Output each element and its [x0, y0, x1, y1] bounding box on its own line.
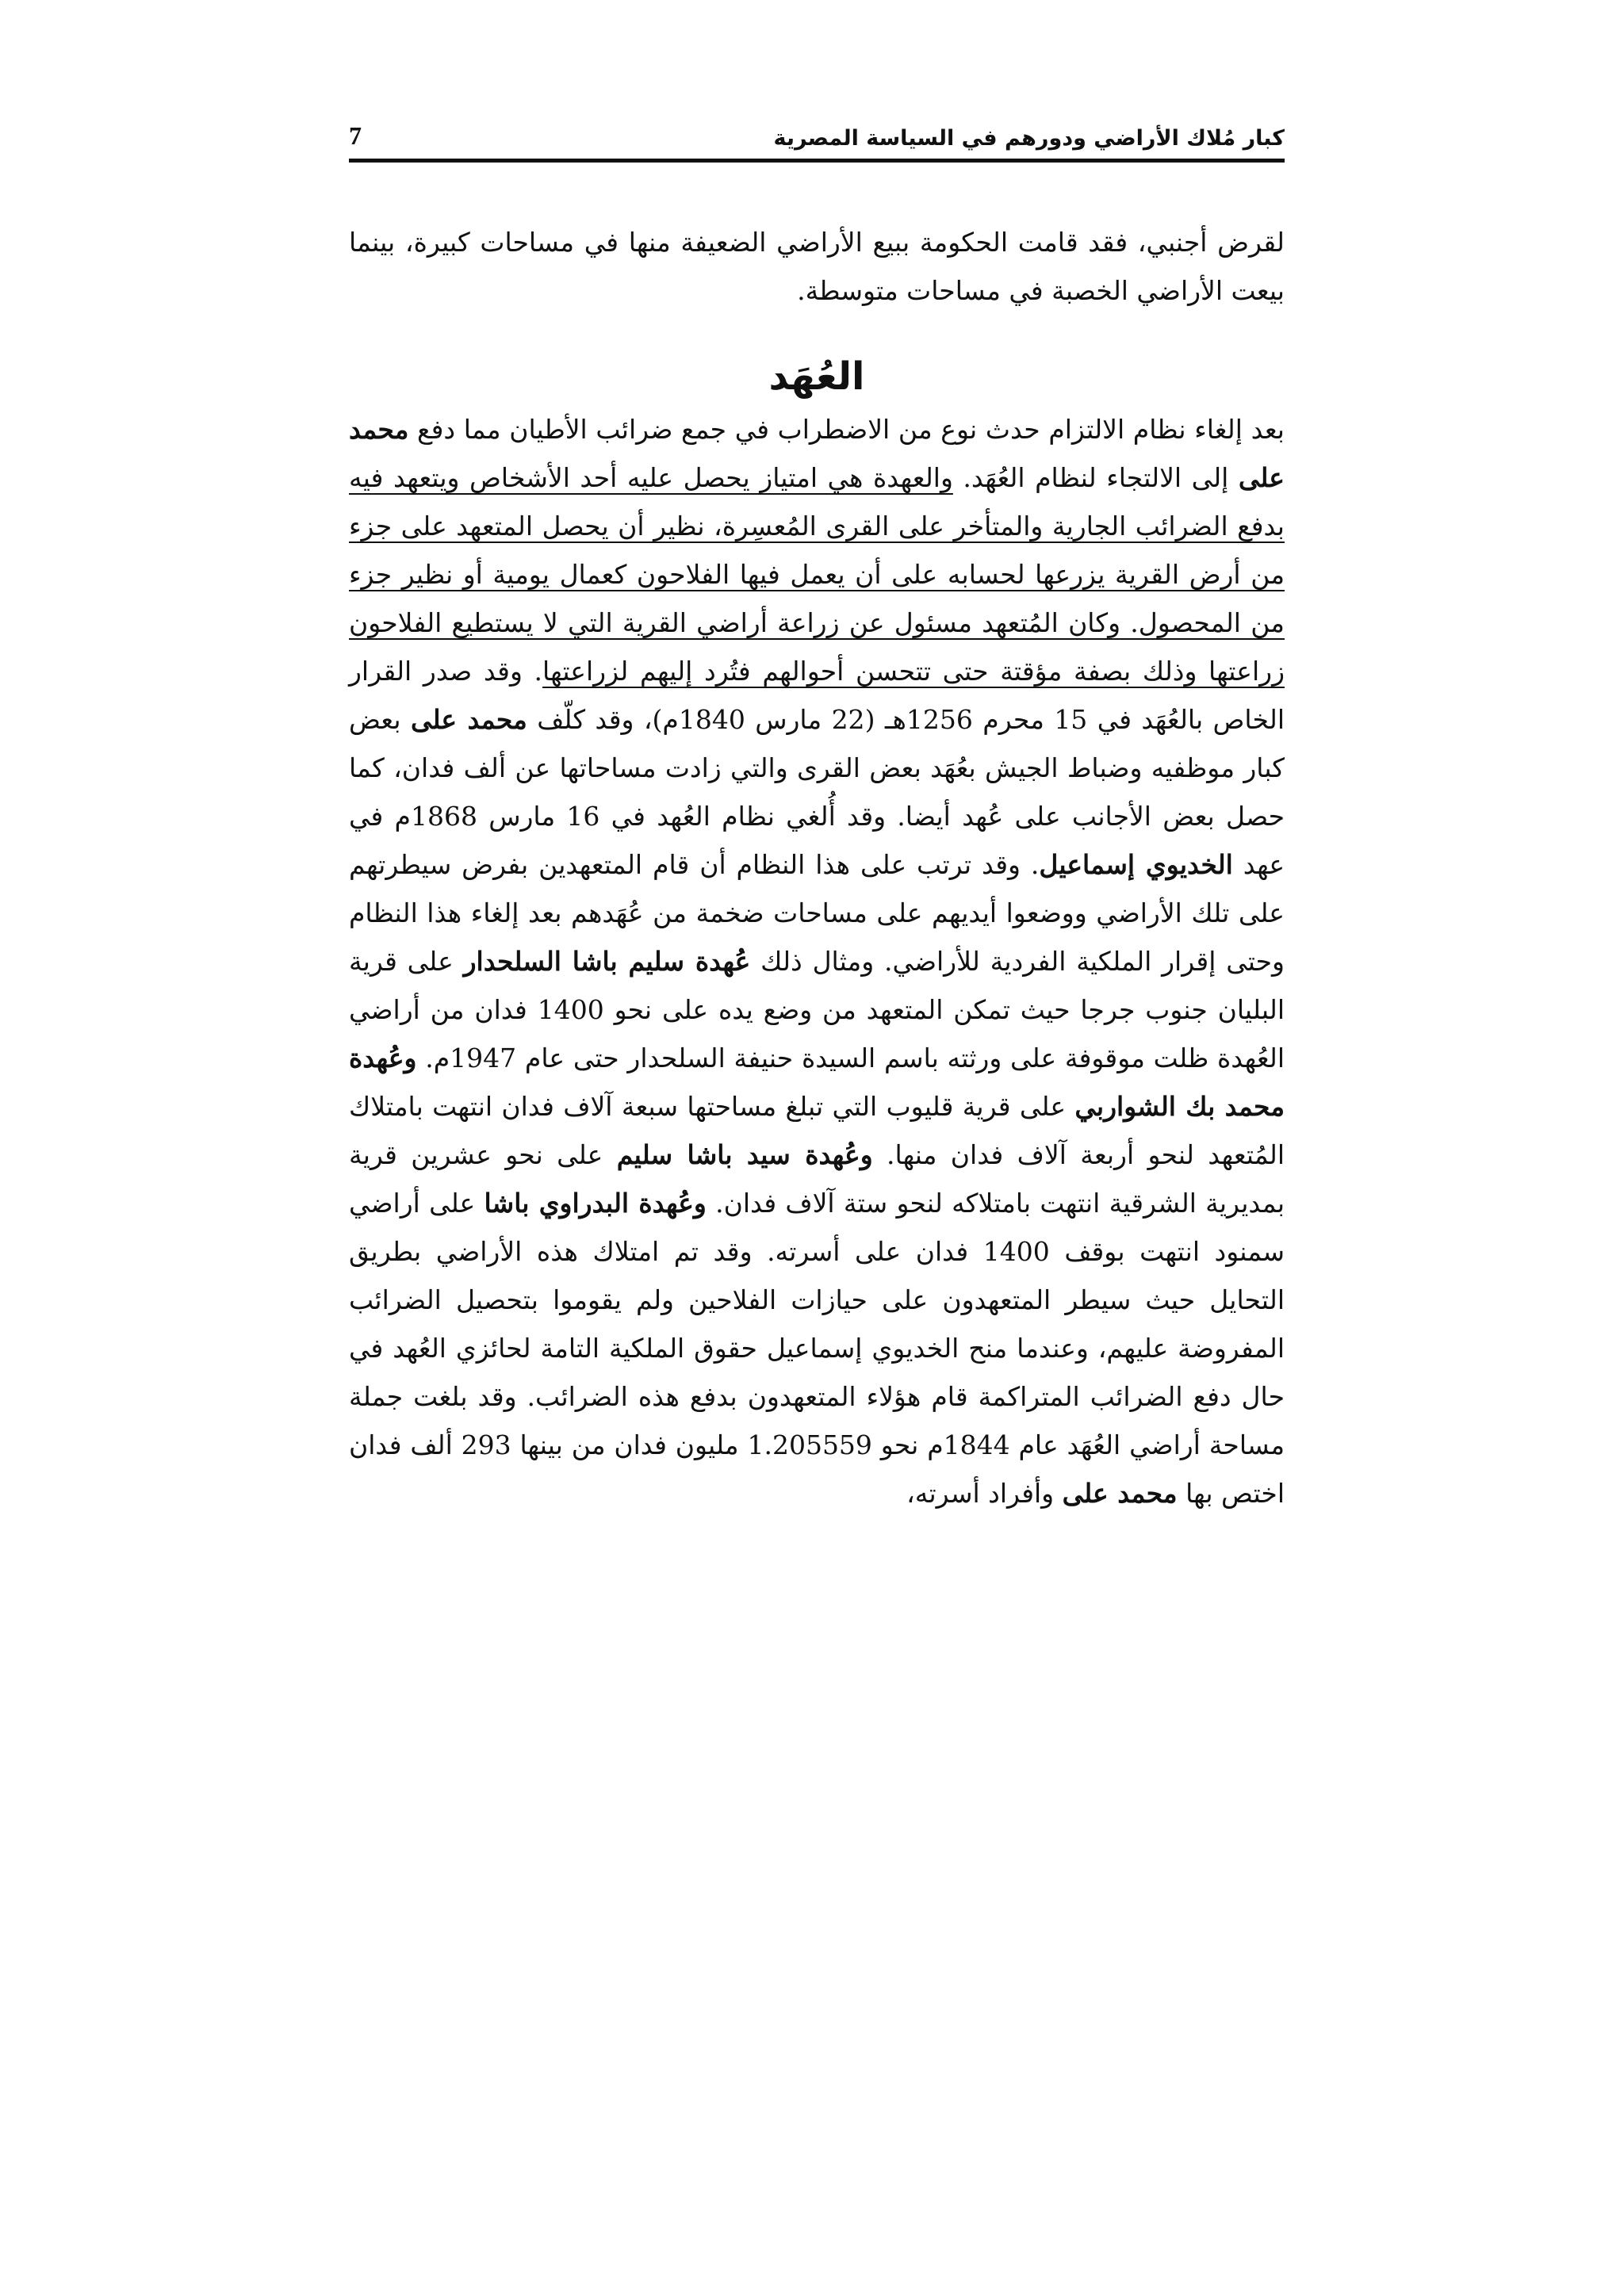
body-text: على نحو عشرين قرية بمديرية الشرقية انتهت بامتلاكه لنحو ستة آلاف فدان.: [349, 1139, 1285, 1219]
page-number: 7: [349, 121, 362, 150]
section-body-paragraph: [349, 405, 1285, 1517]
header-title: كبار مُلاك الأراضي ودورهم في السياسة المصرية: [773, 126, 1285, 151]
body-text: . وقد صدر القرار الخاص بالعُهَد في 15 محرم 1256هـ (22 مارس 1840م)، وقد كلّف: [349, 656, 1285, 735]
bold-name: محمد على: [1062, 1478, 1178, 1509]
bold-name: محمد على: [410, 704, 527, 735]
underlined-definition: والعهدة هي امتياز يحصل عليه أحد الأشخاص ويتعهد فيه بدفع الضرائب الجارية والمتأخر على القرى المُعسِرة، نظير أن يحصل المتعهد على جزء من أرض القرية يزرعها لحسابه على أن يعمل فيها الفلاحون كعمال يومية أو نظير جزء من المحصول. وكان المُتعهد مسئول عن زراعة أراضي القرية التي لا يستطيع الفلاحون زراعتها وذلك بصفة مؤقتة حتى تتحسن أحوالهم فتُرد إليهم لزراعتها: [349, 462, 1285, 687]
body-text: على قرية البليان جنوب جرجا حيث تمكن المتعهد من وضع يده على نحو 1400 فدان من أراضي العُهدة ظلت موقوفة على ورثته باسم السيدة حنيفة السلحدار حتى عام 1947م.: [349, 946, 1285, 1073]
running-header: [349, 95, 1285, 163]
body-text: وأفراد أسرته،: [906, 1478, 1063, 1509]
document-page: [349, 95, 1285, 2188]
intro-paragraph: لقرض أجنبي، فقد قامت الحكومة ببيع الأراضي الضعيفة منها في مساحات كبيرة، بينما بيعت الأراضي الخصبة في مساحات متوسطة.: [349, 227, 1285, 306]
body-text: إلى الالتجاء لنظام العُهَد.: [952, 462, 1239, 493]
body-text: . وقد ترتب على هذا النظام أن قام المتعهدين بفرض سيطرتهم على تلك الأراضي ووضعوا أيديهم على مساحات ضخمة من عُهَدهم بعد إلغاء هذا النظام وحتى إقرار الملكية الفردية للأراضي. ومثال ذلك: [349, 849, 1285, 977]
body-text: على أراضي سمنود انتهت بوقف 1400 فدان على أسرته. وقد تم امتلاك هذه الأراضي بطريق التحايل حيث سيطر المتعهدون على حيازات الفلاحين ولم يقوموا بتحصيل الضرائب المفروضة عليهم، وعندما منح الخديوي إسماعيل حقوق الملكية التامة لحائزي العُهد في حال دفع الضرائب المتراكمة قام هؤلاء المتعهدون بدفع هذه الضرائب. وقد بلغت جملة مساحة أراضي العُهَد عام 1844م نحو 1.205559 مليون فدان من بينها 293 ألف فدان اختص بها: [349, 1188, 1285, 1509]
bold-name: عُهدة سليم باشا السلحدار: [463, 946, 751, 977]
bold-name: محمد على: [349, 414, 1285, 493]
bold-name: وعُهدة محمد بك الشواربي: [349, 1043, 1285, 1122]
bold-name: وعُهدة البدراوي باشا: [484, 1188, 707, 1219]
body-text: بعض كبار موظفيه وضباط الجيش بعُهَد بعض القرى والتي زادت مساحاتها عن ألف فدان، كما حصل بعض الأجانب على عُهد أيضا. وقد أُلغي نظام العُهد في 16 مارس 1868م في عهد: [349, 704, 1285, 880]
body-text: بعد إلغاء نظام الالتزام حدث نوع من الاضطراب في جمع ضرائب الأطيان مما دفع: [408, 414, 1285, 445]
section-heading: العُهَد: [768, 354, 865, 399]
bold-name: وعُهدة سيد باشا سليم: [616, 1139, 873, 1170]
bold-name: الخديوي إسماعيل: [1039, 849, 1233, 880]
body-text: على قرية قليوب التي تبلغ مساحتها سبعة آلاف فدان انتهت بامتلاك المُتعهد لنحو أربعة آلاف فدان منها.: [349, 1091, 1285, 1170]
